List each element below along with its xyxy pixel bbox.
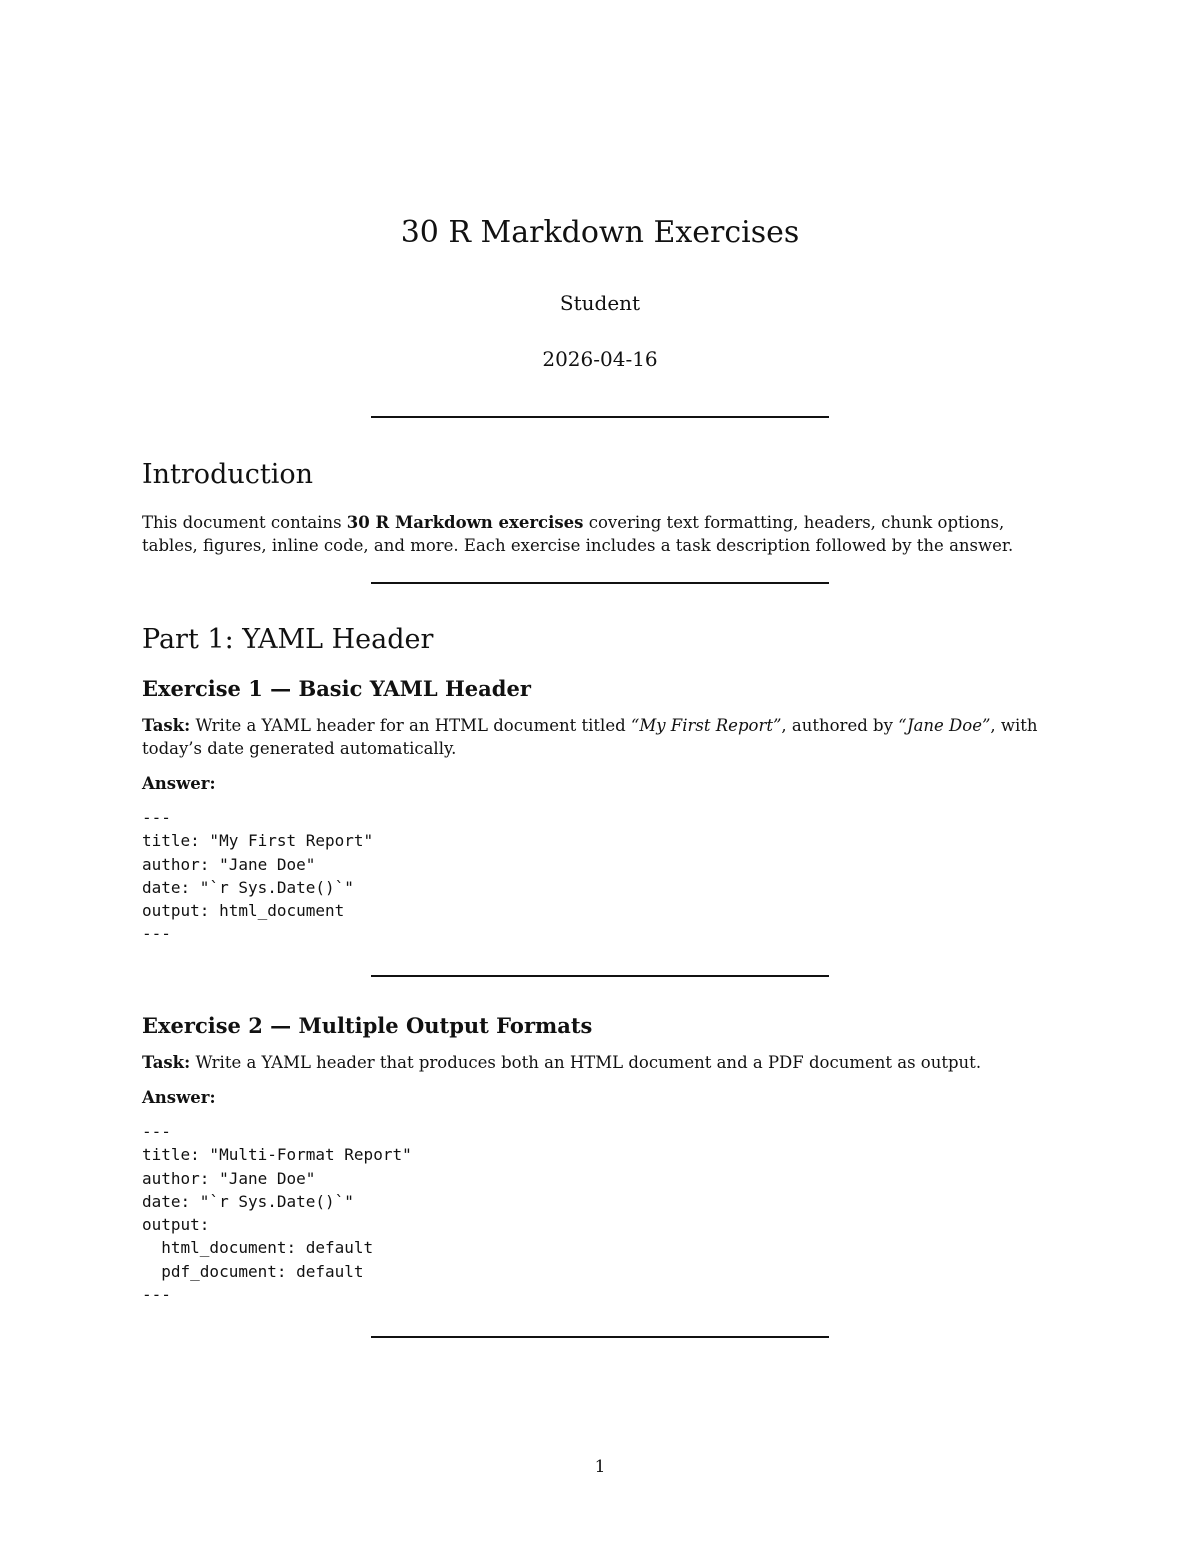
document-author: Student	[559, 291, 641, 315]
intro-text-bold: 30 R Markdown exercises	[346, 513, 584, 532]
task-label: Task:	[142, 1053, 191, 1072]
task-text: Write a YAML header for an HTML document titled	[190, 716, 631, 735]
exercise-1-task	[142, 714, 1062, 760]
exercise-1-heading: Exercise 1 — Basic YAML Header	[142, 676, 531, 701]
page-number: 1	[594, 1457, 606, 1477]
horizontal-rule	[371, 416, 829, 418]
task-emphasis-author: “Jane Doe”	[898, 716, 991, 735]
exercise-1	[142, 675, 1062, 946]
task-label: Task:	[142, 716, 191, 735]
task-text: , authored by	[781, 716, 899, 735]
exercise-2-heading: Exercise 2 — Multiple Output Formats	[142, 1013, 593, 1038]
exercise-2	[142, 1012, 1062, 1306]
part1-section	[142, 622, 1062, 658]
document-title: 30 R Markdown Exercises	[400, 215, 800, 250]
exercise-2-code-block: --- title: "Multi-Format Report" author: "Jane Doe" date: "`r Sys.Date()`" output: html_document: default pdf_document: default ---	[142, 1122, 412, 1305]
horizontal-rule	[371, 975, 829, 977]
task-emphasis-title: “My First Report”	[630, 716, 782, 735]
horizontal-rule	[371, 582, 829, 584]
exercise-2-task	[142, 1051, 1062, 1074]
task-text: Write a YAML header that produces both an HTML document and a PDF document as output.	[190, 1053, 982, 1072]
answer-label: Answer:	[142, 1088, 216, 1107]
introduction-heading: Introduction	[142, 459, 313, 490]
document-date: 2026-04-16	[542, 347, 658, 371]
intro-text-end: covering text formatting, headers, chunk options, tables, figures, inline code, and more. Each exercise includes a task description followed by the answer.	[142, 513, 1014, 555]
part1-heading: Part 1: YAML Header	[142, 624, 434, 655]
task-text: , with today’s date generated automatically.	[142, 716, 1038, 758]
intro-text-start: This document contains	[142, 513, 347, 532]
horizontal-rule	[371, 1336, 829, 1338]
introduction-section	[142, 457, 1062, 557]
answer-label: Answer:	[142, 774, 216, 793]
introduction-paragraph	[142, 511, 1062, 557]
exercise-1-code-block: --- title: "My First Report" author: "Jane Doe" date: "`r Sys.Date()`" output: html_document ---	[142, 808, 374, 944]
